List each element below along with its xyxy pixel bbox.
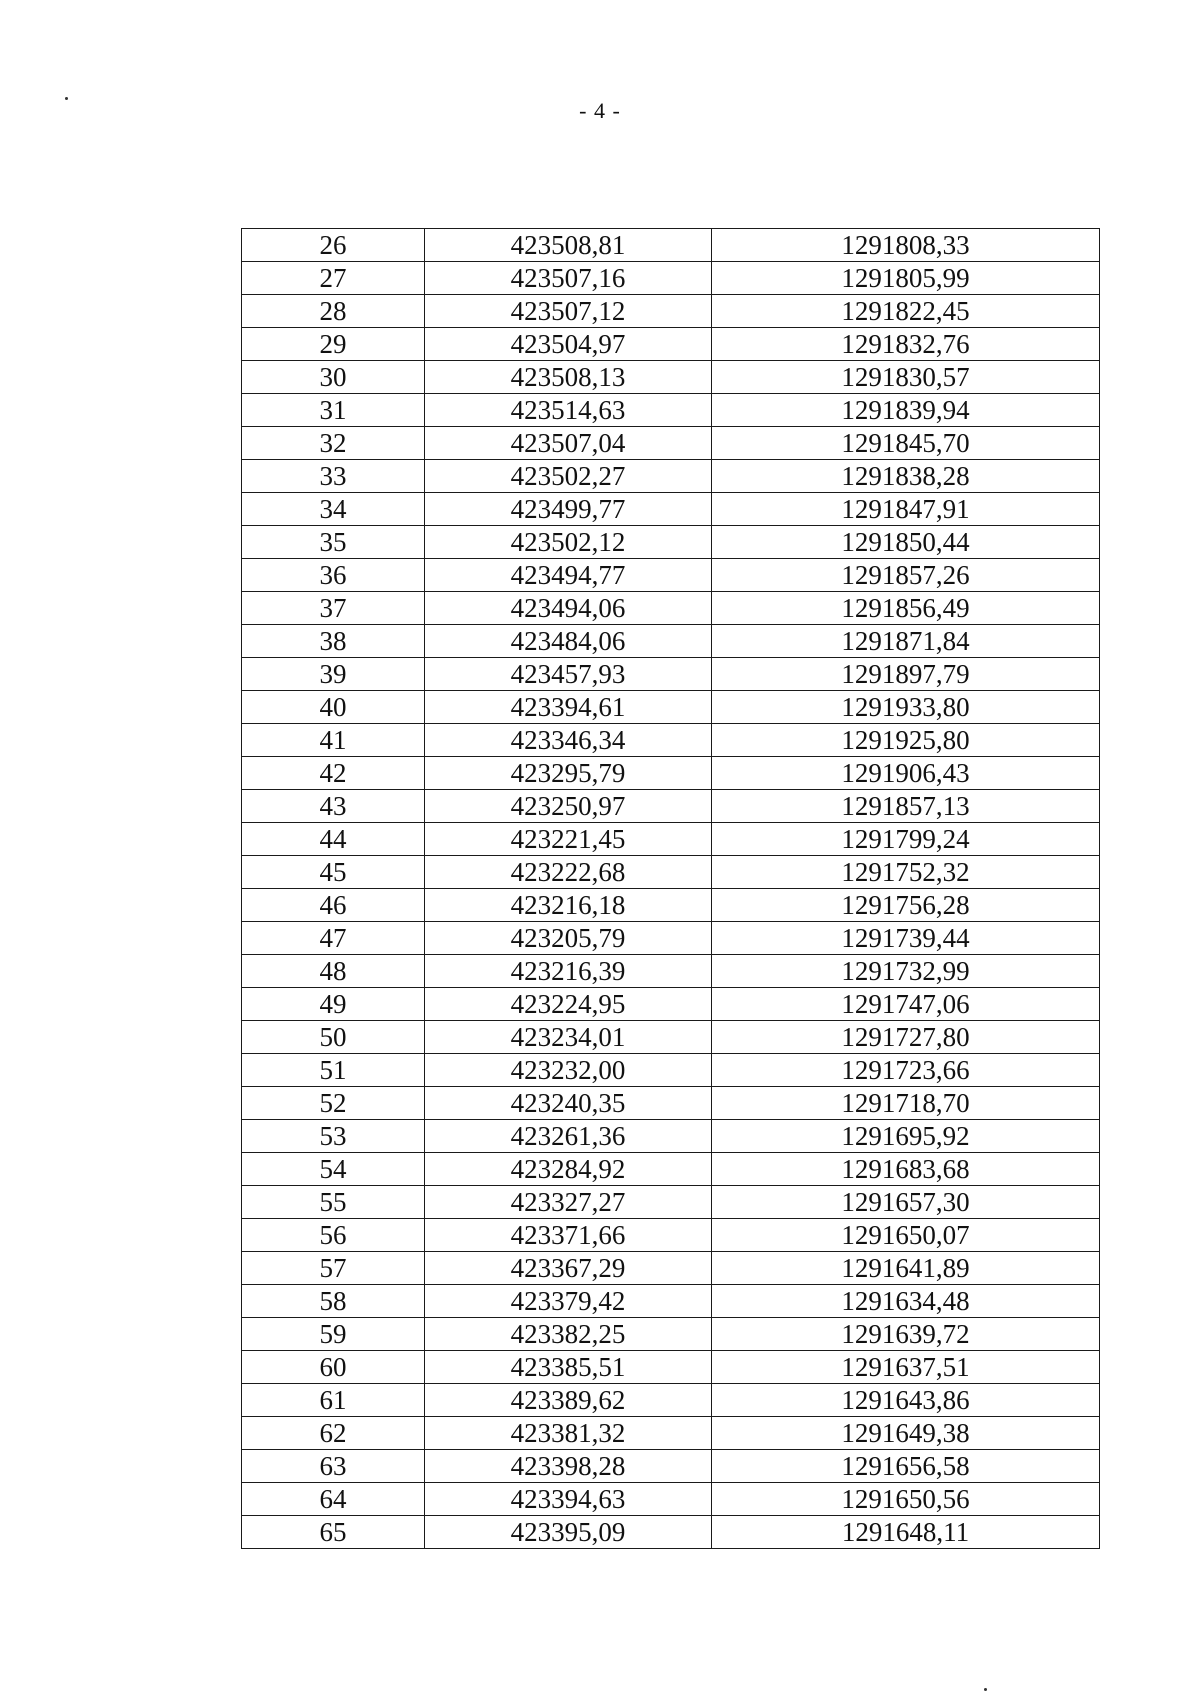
point-number-cell: 37 xyxy=(242,592,425,625)
table-row xyxy=(242,790,1100,823)
y-coordinate-cell: 1291906,43 xyxy=(712,757,1100,790)
table-row xyxy=(242,1483,1100,1516)
point-number-cell: 46 xyxy=(242,889,425,922)
y-coordinate-cell: 1291718,70 xyxy=(712,1087,1100,1120)
y-coordinate-cell: 1291752,32 xyxy=(712,856,1100,889)
x-coordinate-cell: 423381,32 xyxy=(425,1417,712,1450)
x-coordinate-cell: 423379,42 xyxy=(425,1285,712,1318)
x-coordinate-cell: 423224,95 xyxy=(425,988,712,1021)
x-coordinate-cell: 423232,00 xyxy=(425,1054,712,1087)
y-coordinate-cell: 1291637,51 xyxy=(712,1351,1100,1384)
y-coordinate-cell: 1291639,72 xyxy=(712,1318,1100,1351)
table-row xyxy=(242,1417,1100,1450)
y-coordinate-cell: 1291822,45 xyxy=(712,295,1100,328)
point-number-cell: 38 xyxy=(242,625,425,658)
x-coordinate-cell: 423234,01 xyxy=(425,1021,712,1054)
x-coordinate-cell: 423394,61 xyxy=(425,691,712,724)
table-row xyxy=(242,1318,1100,1351)
table-row xyxy=(242,328,1100,361)
table-row xyxy=(242,1186,1100,1219)
table-row xyxy=(242,1153,1100,1186)
x-coordinate-cell: 423502,12 xyxy=(425,526,712,559)
y-coordinate-cell: 1291656,58 xyxy=(712,1450,1100,1483)
point-number-cell: 32 xyxy=(242,427,425,460)
table-row xyxy=(242,1384,1100,1417)
point-number-cell: 54 xyxy=(242,1153,425,1186)
x-coordinate-cell: 423494,77 xyxy=(425,559,712,592)
point-number-cell: 41 xyxy=(242,724,425,757)
point-number-cell: 33 xyxy=(242,460,425,493)
y-coordinate-cell: 1291857,13 xyxy=(712,790,1100,823)
x-coordinate-cell: 423205,79 xyxy=(425,922,712,955)
y-coordinate-cell: 1291847,91 xyxy=(712,493,1100,526)
point-number-cell: 62 xyxy=(242,1417,425,1450)
x-coordinate-cell: 423504,97 xyxy=(425,328,712,361)
x-coordinate-cell: 423398,28 xyxy=(425,1450,712,1483)
table-row xyxy=(242,295,1100,328)
y-coordinate-cell: 1291641,89 xyxy=(712,1252,1100,1285)
point-number-cell: 57 xyxy=(242,1252,425,1285)
x-coordinate-cell: 423367,29 xyxy=(425,1252,712,1285)
table-row xyxy=(242,262,1100,295)
y-coordinate-cell: 1291856,49 xyxy=(712,592,1100,625)
point-number-cell: 51 xyxy=(242,1054,425,1087)
point-number-cell: 48 xyxy=(242,955,425,988)
point-number-cell: 56 xyxy=(242,1219,425,1252)
x-coordinate-cell: 423507,16 xyxy=(425,262,712,295)
table-row xyxy=(242,658,1100,691)
x-coordinate-cell: 423507,12 xyxy=(425,295,712,328)
table-row xyxy=(242,757,1100,790)
table-row xyxy=(242,625,1100,658)
x-coordinate-cell: 423221,45 xyxy=(425,823,712,856)
y-coordinate-cell: 1291838,28 xyxy=(712,460,1100,493)
point-number-cell: 58 xyxy=(242,1285,425,1318)
point-number-cell: 28 xyxy=(242,295,425,328)
table-row xyxy=(242,1450,1100,1483)
x-coordinate-cell: 423508,81 xyxy=(425,229,712,262)
table-row xyxy=(242,922,1100,955)
point-number-cell: 39 xyxy=(242,658,425,691)
table-row xyxy=(242,1285,1100,1318)
y-coordinate-cell: 1291857,26 xyxy=(712,559,1100,592)
point-number-cell: 43 xyxy=(242,790,425,823)
point-number-cell: 49 xyxy=(242,988,425,1021)
point-number-cell: 29 xyxy=(242,328,425,361)
point-number-cell: 55 xyxy=(242,1186,425,1219)
point-number-cell: 59 xyxy=(242,1318,425,1351)
table-row xyxy=(242,823,1100,856)
x-coordinate-cell: 423394,63 xyxy=(425,1483,712,1516)
point-number-cell: 61 xyxy=(242,1384,425,1417)
x-coordinate-cell: 423295,79 xyxy=(425,757,712,790)
table-row xyxy=(242,955,1100,988)
y-coordinate-cell: 1291805,99 xyxy=(712,262,1100,295)
x-coordinate-cell: 423327,27 xyxy=(425,1186,712,1219)
y-coordinate-cell: 1291650,56 xyxy=(712,1483,1100,1516)
x-coordinate-cell: 423395,09 xyxy=(425,1516,712,1549)
y-coordinate-cell: 1291648,11 xyxy=(712,1516,1100,1549)
table-row xyxy=(242,988,1100,1021)
table-row xyxy=(242,526,1100,559)
table-row xyxy=(242,1219,1100,1252)
y-coordinate-cell: 1291739,44 xyxy=(712,922,1100,955)
x-coordinate-cell: 423484,06 xyxy=(425,625,712,658)
table-row xyxy=(242,592,1100,625)
x-coordinate-cell: 423507,04 xyxy=(425,427,712,460)
point-number-cell: 27 xyxy=(242,262,425,295)
table-row xyxy=(242,856,1100,889)
point-number-cell: 40 xyxy=(242,691,425,724)
x-coordinate-cell: 423261,36 xyxy=(425,1120,712,1153)
page-number: - 4 - xyxy=(579,98,621,123)
y-coordinate-cell: 1291871,84 xyxy=(712,625,1100,658)
y-coordinate-cell: 1291832,76 xyxy=(712,328,1100,361)
point-number-cell: 45 xyxy=(242,856,425,889)
table-row xyxy=(242,1516,1100,1549)
y-coordinate-cell: 1291695,92 xyxy=(712,1120,1100,1153)
point-number-cell: 64 xyxy=(242,1483,425,1516)
table-row xyxy=(242,229,1100,262)
table-row xyxy=(242,460,1100,493)
point-number-cell: 65 xyxy=(242,1516,425,1549)
y-coordinate-cell: 1291643,86 xyxy=(712,1384,1100,1417)
y-coordinate-cell: 1291845,70 xyxy=(712,427,1100,460)
table-row xyxy=(242,691,1100,724)
x-coordinate-cell: 423382,25 xyxy=(425,1318,712,1351)
y-coordinate-cell: 1291683,68 xyxy=(712,1153,1100,1186)
x-coordinate-cell: 423216,39 xyxy=(425,955,712,988)
point-number-cell: 35 xyxy=(242,526,425,559)
point-number-cell: 50 xyxy=(242,1021,425,1054)
point-number-cell: 36 xyxy=(242,559,425,592)
y-coordinate-cell: 1291897,79 xyxy=(712,658,1100,691)
point-number-cell: 34 xyxy=(242,493,425,526)
table-row xyxy=(242,427,1100,460)
x-coordinate-cell: 423371,66 xyxy=(425,1219,712,1252)
x-coordinate-cell: 423346,34 xyxy=(425,724,712,757)
y-coordinate-cell: 1291657,30 xyxy=(712,1186,1100,1219)
x-coordinate-cell: 423499,77 xyxy=(425,493,712,526)
table-row xyxy=(242,394,1100,427)
y-coordinate-cell: 1291732,99 xyxy=(712,955,1100,988)
y-coordinate-cell: 1291933,80 xyxy=(712,691,1100,724)
y-coordinate-cell: 1291650,07 xyxy=(712,1219,1100,1252)
x-coordinate-cell: 423284,92 xyxy=(425,1153,712,1186)
table-row xyxy=(242,1120,1100,1153)
x-coordinate-cell: 423222,68 xyxy=(425,856,712,889)
table-row xyxy=(242,1021,1100,1054)
coordinates-table xyxy=(241,228,1100,1549)
x-coordinate-cell: 423385,51 xyxy=(425,1351,712,1384)
x-coordinate-cell: 423457,93 xyxy=(425,658,712,691)
y-coordinate-cell: 1291747,06 xyxy=(712,988,1100,1021)
x-coordinate-cell: 423240,35 xyxy=(425,1087,712,1120)
y-coordinate-cell: 1291727,80 xyxy=(712,1021,1100,1054)
table-row xyxy=(242,361,1100,394)
scan-speck xyxy=(65,97,68,100)
y-coordinate-cell: 1291756,28 xyxy=(712,889,1100,922)
point-number-cell: 47 xyxy=(242,922,425,955)
y-coordinate-cell: 1291799,24 xyxy=(712,823,1100,856)
table-row xyxy=(242,1351,1100,1384)
point-number-cell: 42 xyxy=(242,757,425,790)
point-number-cell: 26 xyxy=(242,229,425,262)
table-row xyxy=(242,724,1100,757)
x-coordinate-cell: 423216,18 xyxy=(425,889,712,922)
x-coordinate-cell: 423514,63 xyxy=(425,394,712,427)
point-number-cell: 44 xyxy=(242,823,425,856)
point-number-cell: 63 xyxy=(242,1450,425,1483)
y-coordinate-cell: 1291839,94 xyxy=(712,394,1100,427)
y-coordinate-cell: 1291634,48 xyxy=(712,1285,1100,1318)
x-coordinate-cell: 423389,62 xyxy=(425,1384,712,1417)
y-coordinate-cell: 1291723,66 xyxy=(712,1054,1100,1087)
point-number-cell: 52 xyxy=(242,1087,425,1120)
table-row xyxy=(242,493,1100,526)
point-number-cell: 31 xyxy=(242,394,425,427)
table-row xyxy=(242,1054,1100,1087)
table-row xyxy=(242,889,1100,922)
x-coordinate-cell: 423508,13 xyxy=(425,361,712,394)
coordinates-table-body xyxy=(242,229,1100,1549)
x-coordinate-cell: 423494,06 xyxy=(425,592,712,625)
y-coordinate-cell: 1291808,33 xyxy=(712,229,1100,262)
point-number-cell: 60 xyxy=(242,1351,425,1384)
y-coordinate-cell: 1291850,44 xyxy=(712,526,1100,559)
y-coordinate-cell: 1291830,57 xyxy=(712,361,1100,394)
point-number-cell: 53 xyxy=(242,1120,425,1153)
x-coordinate-cell: 423502,27 xyxy=(425,460,712,493)
y-coordinate-cell: 1291649,38 xyxy=(712,1417,1100,1450)
x-coordinate-cell: 423250,97 xyxy=(425,790,712,823)
table-row xyxy=(242,1087,1100,1120)
y-coordinate-cell: 1291925,80 xyxy=(712,724,1100,757)
table-row xyxy=(242,559,1100,592)
point-number-cell: 30 xyxy=(242,361,425,394)
scan-speck xyxy=(984,1688,987,1691)
table-row xyxy=(242,1252,1100,1285)
